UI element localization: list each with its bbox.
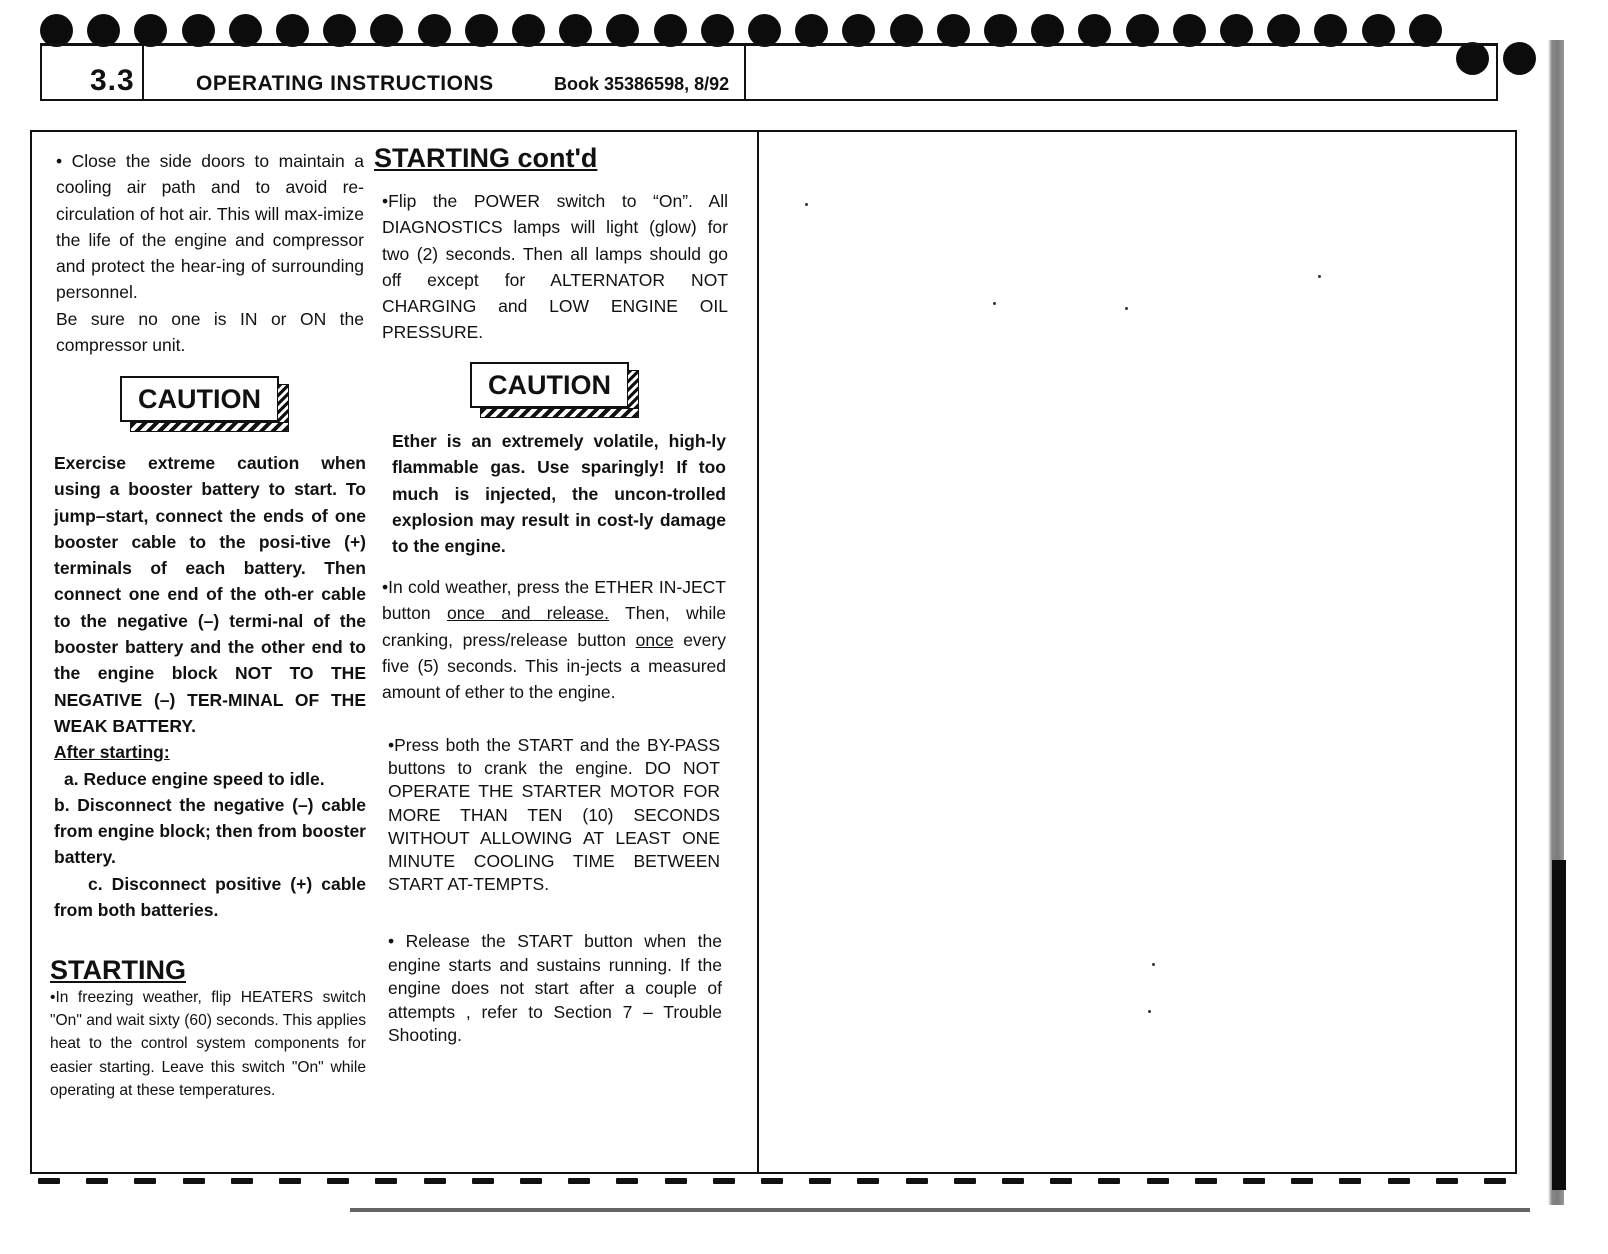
content-frame [30, 130, 1517, 1174]
release-bullet: • Release the START button when the engine starts and sustains running. If the engine does not start after a couple of attempts , refer to Section 7 – Trouble Shooting. [388, 931, 722, 1046]
after-step-c: c. Disconnect positive (+) cable from both batteries. [54, 873, 366, 921]
starting-contd-heading: STARTING cont'd [374, 143, 598, 173]
page-header [40, 43, 1498, 101]
border-dash [1436, 1178, 1458, 1184]
border-dash [616, 1178, 638, 1184]
caution-stripe-icon [480, 408, 639, 418]
bottom-dash-border [0, 1178, 1500, 1192]
scan-edge-dark [1552, 860, 1566, 1190]
bottom-scan-rule [350, 1208, 1530, 1212]
ether-caution-text: Ether is an extremely volatile, high-ly flammable gas. Use sparingly! If too much is injected, the uncon-trolled explosion may result in cost-ly damage to the engine. [392, 431, 726, 557]
section-title: OPERATING INSTRUCTIONS [196, 72, 494, 95]
scan-speck [993, 302, 996, 305]
left-caution-text [54, 450, 366, 923]
border-dash [134, 1178, 156, 1184]
border-dash [857, 1178, 879, 1184]
ether-bullet-underline-2: once [635, 629, 674, 650]
book-reference: Book 35386598, 8/92 [554, 74, 730, 94]
ether-bullet-start: •In cold weather, press the ETHER IN-JECT button [382, 577, 726, 624]
section-number: 3.3 [90, 64, 135, 97]
scan-speck [805, 203, 808, 206]
border-dash [1243, 1178, 1265, 1184]
border-dash [86, 1178, 108, 1184]
border-dash [231, 1178, 253, 1184]
press-bullet: •Press both the START and the BY-PASS buttons to crank the engine. DO NOT OPERATE THE STARTER MOTOR FOR MORE THAN TEN (10) SECONDS WITHOUT ALLOWING AT LEAST ONE MINUTE COOLING TIME BETWEEN START AT-TEMPTS. [388, 735, 720, 895]
intro-paragraph-2: Be sure no one is IN or ON the compressor unit. [56, 308, 364, 356]
scan-speck [1318, 275, 1321, 278]
border-dash [472, 1178, 494, 1184]
border-dash [1291, 1178, 1313, 1184]
caution-label: CAUTION [488, 370, 611, 400]
ether-bullet-end: every five (5) seconds. This in-jects a measured amount of ether to the engine. [382, 629, 726, 703]
after-step-a: a. Reduce engine speed to idle. [64, 768, 325, 789]
header-divider [142, 46, 144, 99]
caution-text: Exercise extreme caution when using a booster battery to start. To jump–start, connect the ends of one booster cable to the posi-tive (+) terminals of each battery. Then connect one end of the oth-er cable to the negative (–) termi-nal of the booster battery and the other end to the engine block NOT TO THE NEGATIVE (–) TER-MINAL OF THE WEAK BATTERY. [54, 453, 366, 736]
scan-speck [1125, 307, 1128, 310]
border-dash [568, 1178, 590, 1184]
left-column-intro [56, 148, 364, 358]
border-dash [1484, 1178, 1506, 1184]
border-dash [713, 1178, 735, 1184]
caution-stripe-icon [130, 422, 289, 432]
caution-stripe-icon [277, 384, 289, 426]
border-dash [1002, 1178, 1024, 1184]
border-dash [1339, 1178, 1361, 1184]
border-dash [1098, 1178, 1120, 1184]
middle-column-heading [374, 142, 734, 174]
starting-heading: STARTING [50, 955, 186, 985]
border-dash [665, 1178, 687, 1184]
border-dash [906, 1178, 928, 1184]
border-dash [520, 1178, 542, 1184]
ether-bullet-underline-1: once and release. [446, 603, 610, 624]
border-dash [183, 1178, 205, 1184]
column-divider [757, 132, 759, 1172]
after-step-b: b. Disconnect the negative (–) cable from engine block; then from booster battery. [54, 794, 366, 868]
header-divider-2 [744, 46, 746, 99]
border-dash [375, 1178, 397, 1184]
starting-section [50, 954, 366, 1102]
power-bullet: •Flip the POWER switch to “On”. All DIAGNOSTICS lamps will light (glow) for two (2) seconds. Then all lamps should go off except for ALTERNATOR NOT CHARGING and LOW ENGINE OIL PRESSURE. [382, 191, 728, 343]
caution-box-middle [470, 362, 629, 408]
caution-box-left [120, 376, 279, 422]
starting-text: •In freezing weather, flip HEATERS switch "On" and wait sixty (60) seconds. This applies heat to the control system components for easier starting. Leave this switch "On" while operating at these temperatures. [50, 989, 366, 1099]
after-starting-heading: After starting: [54, 742, 170, 763]
scan-speck [1152, 963, 1155, 966]
middle-caution-text [392, 428, 726, 559]
border-dash [1147, 1178, 1169, 1184]
press-bullet-block [388, 734, 720, 896]
border-dash [1195, 1178, 1217, 1184]
border-dash [279, 1178, 301, 1184]
caution-stripe-icon [627, 370, 639, 412]
border-dash [1050, 1178, 1072, 1184]
ether-bullet-mid: Then, while cranking, press/release button [382, 603, 726, 650]
binder-hole-dot [1503, 42, 1536, 75]
intro-paragraph: • Close the side doors to maintain a cooling air path and to avoid re-circulation of hot air. This will max-imize the life of the engine and compressor and protect the hear-ing of surrounding personnel. [56, 151, 364, 303]
border-dash [38, 1178, 60, 1184]
border-dash [424, 1178, 446, 1184]
scan-speck [1148, 1010, 1151, 1013]
border-dash [809, 1178, 831, 1184]
border-dash [954, 1178, 976, 1184]
border-dash [327, 1178, 349, 1184]
ether-bullet [382, 574, 726, 705]
border-dash [761, 1178, 783, 1184]
ether-bullet-block [382, 574, 726, 705]
border-dash [1388, 1178, 1410, 1184]
power-bullet-block [382, 188, 728, 346]
release-bullet-block [388, 930, 722, 1048]
caution-label: CAUTION [138, 384, 261, 414]
